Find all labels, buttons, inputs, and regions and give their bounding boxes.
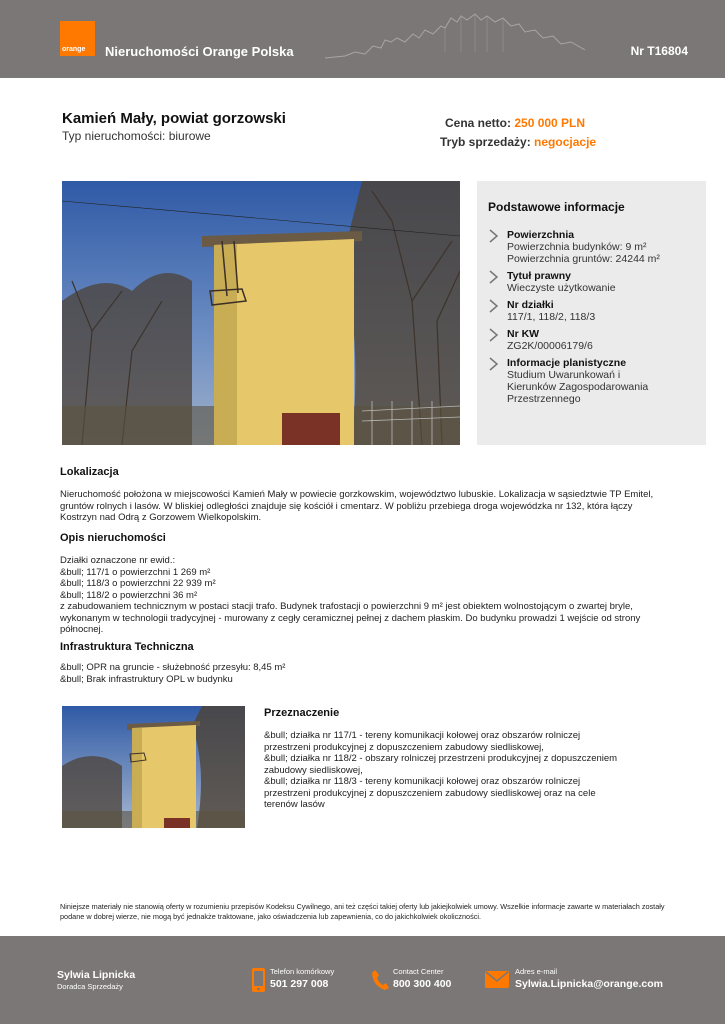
info-item-title: Tytuł prawny xyxy=(507,270,571,282)
purpose-body xyxy=(264,730,624,811)
chevron-right-icon xyxy=(488,299,500,313)
info-item-title: Informacje planistyczne xyxy=(507,357,627,369)
email-label: Adres e-mail xyxy=(515,967,558,976)
price-value: 250 000 PLN xyxy=(514,116,586,130)
contact-center xyxy=(393,967,451,990)
info-item-value: Powierzchnia budynków: 9 m² xyxy=(507,241,647,253)
chevron-right-icon xyxy=(488,270,500,284)
property-type: Typ nieruchomości: biurowe xyxy=(62,129,211,143)
info-item-title: Nr działki xyxy=(507,299,554,311)
phone-contact xyxy=(270,967,334,990)
info-item-value: 117/1, 118/2, 118/3 xyxy=(507,311,596,323)
email-address[interactable]: Sylwia.Lipnicka@orange.com xyxy=(515,978,663,990)
sale-mode-line xyxy=(440,135,596,149)
telephone-icon xyxy=(371,969,389,991)
chevron-right-icon xyxy=(488,357,500,371)
orange-logo[interactable] xyxy=(60,21,95,56)
description-heading: Opis nieruchomości xyxy=(60,532,166,544)
infrastructure-heading: Infrastruktura Techniczna xyxy=(60,641,194,653)
basic-info-panel xyxy=(477,181,706,445)
chevron-right-icon xyxy=(488,229,500,243)
brand-title: Nieruchomości Orange Polska xyxy=(105,44,294,59)
mobile-phone-icon xyxy=(251,967,266,993)
info-item-value: Przestrzennego xyxy=(507,393,581,405)
info-item-value: Wieczyste użytkowanie xyxy=(507,282,616,294)
purpose-line: &bull; działka nr 117/1 - tereny komunikacji kołowej oraz obszarów rolniczej przestrzeni produkcyjnej z dopuszczeniem zabudowy siedliskowej, xyxy=(264,730,581,753)
info-item-value: Studium Uwarunkowań i xyxy=(507,369,621,381)
location-text: Nieruchomość położona w miejscowości Kamień Mały w powiecie gorzkowskim, województwo lubuskie. Lokalizacja w sąsiedztwie TP Emitel, gruntów rolnych i lasów. W bliskiej odległości znajduje się kościół i cmentarz. W pobliżu przebiega droga wojewódzka nr 132, która łączy Kostrzyn nad Odrą z Gorzowem Wielkopolskim. xyxy=(60,489,654,523)
phone-number[interactable]: 501 297 008 xyxy=(270,978,329,990)
logo-text: orange xyxy=(62,46,86,53)
purpose-line: &bull; działka nr 118/2 - obszary rolniczej przestrzeni produkcyjnej z dopuszczeniem zabudowy siedliskowej, xyxy=(264,753,618,776)
property-title: Kamień Mały, powiat gorzowski xyxy=(62,110,286,127)
sale-mode-label: Tryb sprzedaży: xyxy=(440,135,531,149)
sale-mode-value: negocjacje xyxy=(534,135,597,149)
infrastructure-body xyxy=(60,662,670,685)
email-contact xyxy=(515,967,663,990)
infrastructure-line: &bull; OPR na gruncie - służebność przesyłu: 8,45 m² xyxy=(60,662,286,673)
price-label: Cena netto: xyxy=(445,116,511,130)
description-line: &bull; 118/3 o powierzchni 22 939 m² xyxy=(60,578,216,589)
description-line: &bull; 117/1 o powierzchni 1 269 m² xyxy=(60,566,211,578)
info-item-title: Powierzchnia xyxy=(507,229,575,241)
location-heading: Lokalizacja xyxy=(60,466,119,478)
info-item-value: ZG2K/00006179/6 xyxy=(507,340,593,352)
price-line xyxy=(445,116,585,130)
page-footer xyxy=(0,936,725,1024)
legal-disclaimer: Niniejsze materiały nie stanowią oferty w rozumieniu przepisów Kodeksu Cywilnego, ani też części takiej oferty lub jakiejkolwiek umowy. Wszelkie informacje zawarte w materiałach zostały podane w dobrej wierze, nie mogą być jednakże traktowane, jako oświadczenia lub zapewnienia, co do jakichkolwiek okoliczności. xyxy=(60,902,665,921)
envelope-icon xyxy=(485,971,509,988)
property-photo-secondary xyxy=(62,706,245,828)
agent-name: Sylwia Lipnicka xyxy=(57,969,136,981)
infrastructure-line: &bull; Brak infrastruktury OPL w budynku xyxy=(60,673,233,685)
contact-center-number[interactable]: 800 300 400 xyxy=(393,978,452,990)
agent-role: Doradca Sprzedaży xyxy=(57,982,123,991)
basic-info-heading: Podstawowe informacje xyxy=(488,200,625,214)
chevron-right-icon xyxy=(488,328,500,342)
description-line: Działki oznaczone nr ewid.: xyxy=(60,555,176,566)
description-line: z zabudowaniem technicznym w postaci stacji trafo. Budynek trafostacji o powierzchni 9 m² jest obiektem wolnostojącym o zwartej bryle, wykonanym w technologii tradycyjnej - murowany z cegły ceramicznej pełnej z dachem płaskim. Do budynku prowadzi 1 wejście od strony północnej. xyxy=(60,601,641,635)
info-item-title: Nr KW xyxy=(507,328,540,340)
purpose-heading: Przeznaczenie xyxy=(264,707,340,719)
description-body xyxy=(60,555,670,636)
offer-number: Nr T16804 xyxy=(630,44,688,58)
property-photo-main xyxy=(62,181,460,445)
purpose-line: &bull; działka nr 118/3 - tereny komunikacji kołowej oraz obszarów rolniczej przestrzeni produkcyjnej z dopuszczeniem zabudowy siedliskowej oraz na cele terenów lasów xyxy=(264,776,596,810)
phone-label: Telefon komórkowy xyxy=(270,967,335,976)
contact-center-label: Contact Center xyxy=(393,967,444,976)
page-header xyxy=(0,0,725,78)
skyline-icon xyxy=(325,12,585,62)
info-item-value: Kierunków Zagospodarowania xyxy=(507,381,649,393)
description-line: &bull; 118/2 o powierzchni 36 m² xyxy=(60,589,198,601)
info-item-value: Powierzchnia gruntów: 24244 m² xyxy=(507,253,660,265)
